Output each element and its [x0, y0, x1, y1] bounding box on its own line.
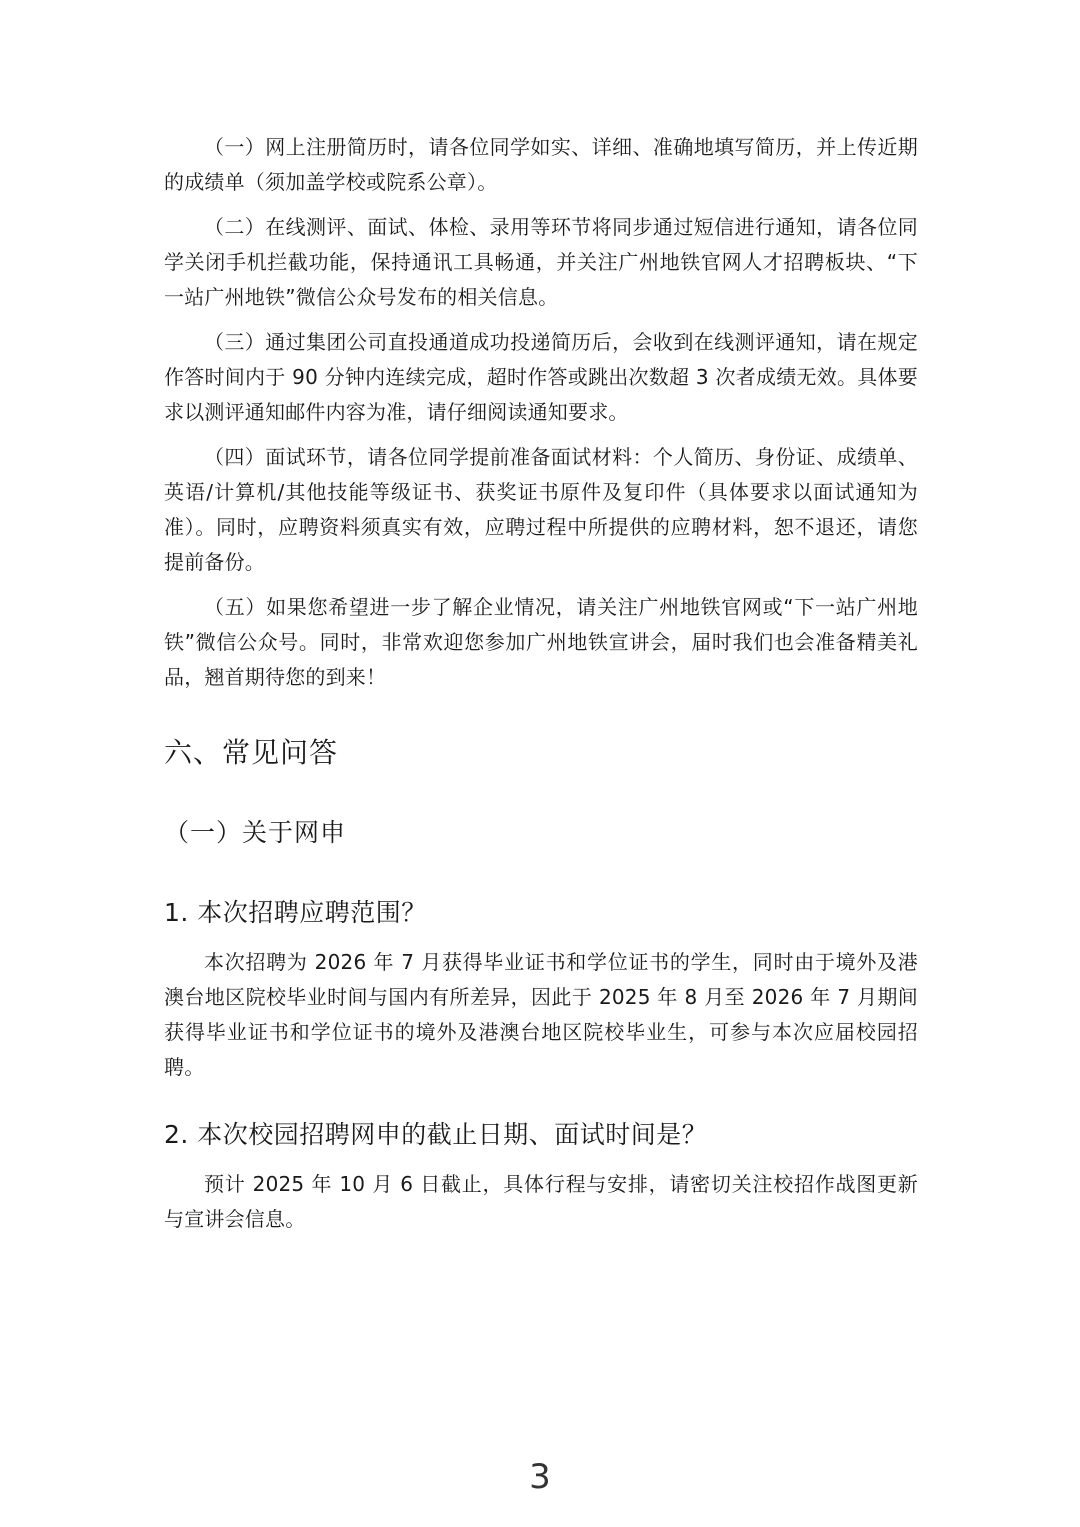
note-paragraph-2: （二）在线测评、面试、体检、录用等环节将同步通过短信进行通知，请各位同学关闭手机拦截功能，保持通讯工具畅通，并关注广州地铁官网人才招聘板块、“下一站广州地铁”微信公众号发布的相关信息。	[164, 215, 918, 309]
page-content	[164, 130, 918, 1247]
question-2-title: 2. 本次校园招聘网申的截止日期、面试时间是？	[164, 1120, 708, 1149]
page-number: 3	[529, 1457, 551, 1497]
question-2-answer: 预计 2025 年 10 月 6 日截止，具体行程与安排，请密切关注校招作战图更新与宣讲会信息。	[164, 1172, 918, 1231]
question-1-title: 1. 本次招聘应聘范围？	[164, 898, 427, 927]
note-paragraph-3: （三）通过集团公司直投通道成功投递简历后，会收到在线测评通知，请在规定作答时间内于 90 分钟内连续完成，超时作答或跳出次数超 3 次者成绩无效。具体要求以测评通知邮件内容为准，请仔细阅读通知要求。	[164, 330, 918, 424]
note-paragraph-1: （一）网上注册简历时，请各位同学如实、详细、准确地填写简历，并上传近期的成绩单（须加盖学校或院系公章）。	[164, 135, 918, 194]
note-paragraph-4: （四）面试环节，请各位同学提前准备面试材料：个人简历、身份证、成绩单、英语/计算机/其他技能等级证书、获奖证书原件及复印件（具体要求以面试通知为准）。同时，应聘资料须真实有效，应聘过程中所提供的应聘材料，恕不退还，请您提前备份。	[164, 445, 918, 574]
subsection-heading: （一）关于网申	[164, 818, 347, 847]
section-heading: 六、常见问答	[164, 736, 339, 769]
question-1-answer: 本次招聘为 2026 年 7 月获得毕业证书和学位证书的学生，同时由于境外及港澳台地区院校毕业时间与国内有所差异，因此于 2025 年 8 月至 2026 年 7 月期间获得毕业证书和学位证书的境外及港澳台地区院校毕业生，可参与本次应届校园招聘。	[164, 950, 918, 1079]
note-paragraph-5: （五）如果您希望进一步了解企业情况，请关注广州地铁官网或“下一站广州地铁”微信公众号。同时，非常欢迎您参加广州地铁宣讲会，届时我们也会准备精美礼品，翘首期待您的到来！	[164, 595, 918, 689]
